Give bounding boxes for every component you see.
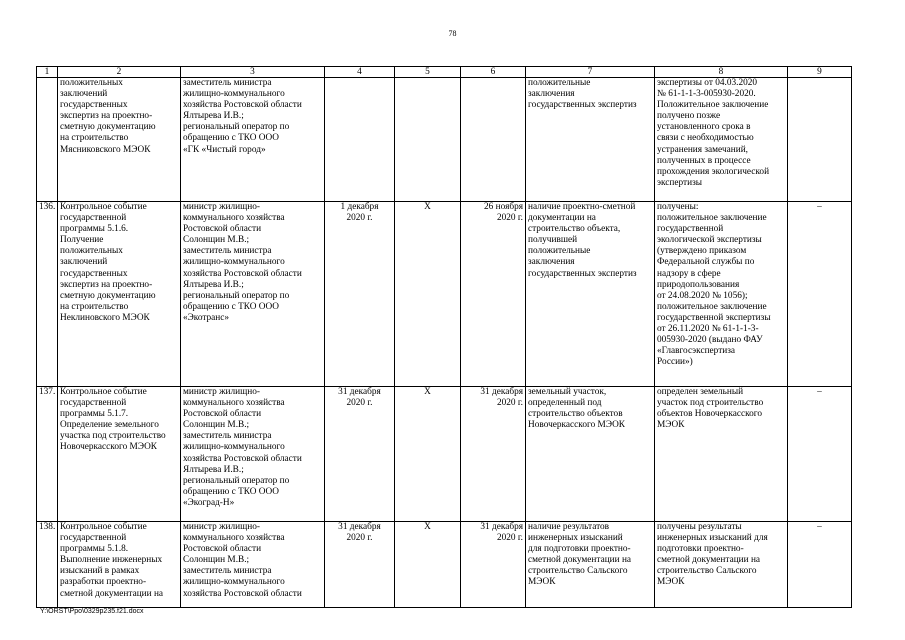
result-cell: наличие результатов инженерных изысканий для подготовки проектно- сметной документации на строительство Сальского МЭОК — [526, 522, 655, 608]
responsible-cell: министр жилищно- коммунального хозяйства Ростовской области Солонщин М.В.; заместитель министра жилищно-коммунального хозяйства Ростовской области Ялтырева И.В.; региональный оператор по обращению с ТКО ООО «Экоград-Н» — [181, 387, 325, 522]
col9-cell: – — [788, 202, 852, 387]
table-row — [37, 522, 852, 608]
plan-date-cell: 31 декабря 2020 г. — [325, 387, 395, 522]
col-header: 6 — [461, 67, 526, 78]
fact-date-cell: 31 декабря 2020 г. — [461, 387, 526, 522]
plan-date-cell — [325, 78, 395, 202]
plan-date-cell: 1 декабря 2020 г. — [325, 202, 395, 387]
row-number: 138. — [37, 522, 58, 608]
event-cell: Контрольное событие государственной программы 5.1.8. Выполнение инженерных изысканий в рамках разработки проектно- сметной документации на — [58, 522, 181, 608]
col5-cell: Х — [395, 522, 461, 608]
page-number: 78 — [448, 29, 457, 38]
info-cell: экспертизы от 04.03.2020 № 61-1-1-3-005930-2020. Положительное заключение получено позже установленного срока в связи с необходимостью устранения замечаний, полученных в процессе прохождения экологической экспертизы — [655, 78, 788, 202]
table-row — [37, 202, 852, 387]
event-cell: положительных заключений государственных экспертиз на проектно- сметную документацию на строительство Мясниковского МЭОК — [58, 78, 181, 202]
responsible-cell: министр жилищно- коммунального хозяйства Ростовской области Солонщин М.В.; заместитель министра жилищно-коммунального хозяйства Ростовской области — [181, 522, 325, 608]
col5-cell: Х — [395, 202, 461, 387]
header-row — [37, 67, 852, 78]
col5-cell — [395, 78, 461, 202]
responsible-cell: заместитель министра жилищно-коммунального хозяйства Ростовской области Ялтырева И.В.; региональный оператор по обращению с ТКО ООО «ГК «Чистый город» — [181, 78, 325, 202]
event-cell: Контрольное событие государственной программы 5.1.7. Определение земельного участка под строительство Новочеркасского МЭОК — [58, 387, 181, 522]
col-header: 9 — [788, 67, 852, 78]
col-header: 5 — [395, 67, 461, 78]
col5-cell: Х — [395, 387, 461, 522]
col9-cell: – — [788, 387, 852, 522]
table-row — [37, 78, 852, 202]
fact-date-cell: 26 ноября 2020 г. — [461, 202, 526, 387]
program-table — [36, 66, 852, 608]
result-cell: положительные заключения государственных экспертиз — [526, 78, 655, 202]
col9-cell: – — [788, 522, 852, 608]
result-cell: земельный участок, определенный под строительство объектов Новочеркасского МЭОК — [526, 387, 655, 522]
col-header: 2 — [58, 67, 181, 78]
fact-date-cell — [461, 78, 526, 202]
fact-date-cell: 31 декабря 2020 г. — [461, 522, 526, 608]
row-number: 136. — [37, 202, 58, 387]
result-cell: наличие проектно-сметной документации на строительство объекта, получившей положительные заключения государственных экспертиз — [526, 202, 655, 387]
info-cell: определен земельный участок под строительство объектов Новочеркасского МЭОК — [655, 387, 788, 522]
col-header: 1 — [37, 67, 58, 78]
col-header: 7 — [526, 67, 655, 78]
col-header: 4 — [325, 67, 395, 78]
table-row — [37, 387, 852, 522]
event-cell: Контрольное событие государственной программы 5.1.6. Получение положительных заключений государственных экспертиз на проектно- сметную документацию на строительство Неклиновского МЭОК — [58, 202, 181, 387]
info-cell: получены результаты инженерных изысканий для подготовки проектно- сметной документации на строительство Сальского МЭОК — [655, 522, 788, 608]
info-cell: получены: положительное заключение государственной экологической экспертизы (утверждено приказом Федеральной службы по надзору в сфере природопользования от 24.08.2020 № 1056); положительное заключение государственной экспертизы от 26.11.2020 № 61-1-1-3- 005930-2020 (выдано ФАУ «Главгосэкспертиза России») — [655, 202, 788, 387]
responsible-cell: министр жилищно- коммунального хозяйства Ростовской области Солонщин М.В.; заместитель министра жилищно-коммунального хозяйства Ростовской области Ялтырева И.В.; региональный оператор по обращению с ТКО ООО «Экотранс» — [181, 202, 325, 387]
col-header: 3 — [181, 67, 325, 78]
row-number: 137. — [37, 387, 58, 522]
file-path-footer: Y:\ORST\Ppo\0329p235.f21.docx — [40, 608, 144, 615]
row-number — [37, 78, 58, 202]
plan-date-cell: 31 декабря 2020 г. — [325, 522, 395, 608]
col-header: 8 — [655, 67, 788, 78]
col9-cell — [788, 78, 852, 202]
